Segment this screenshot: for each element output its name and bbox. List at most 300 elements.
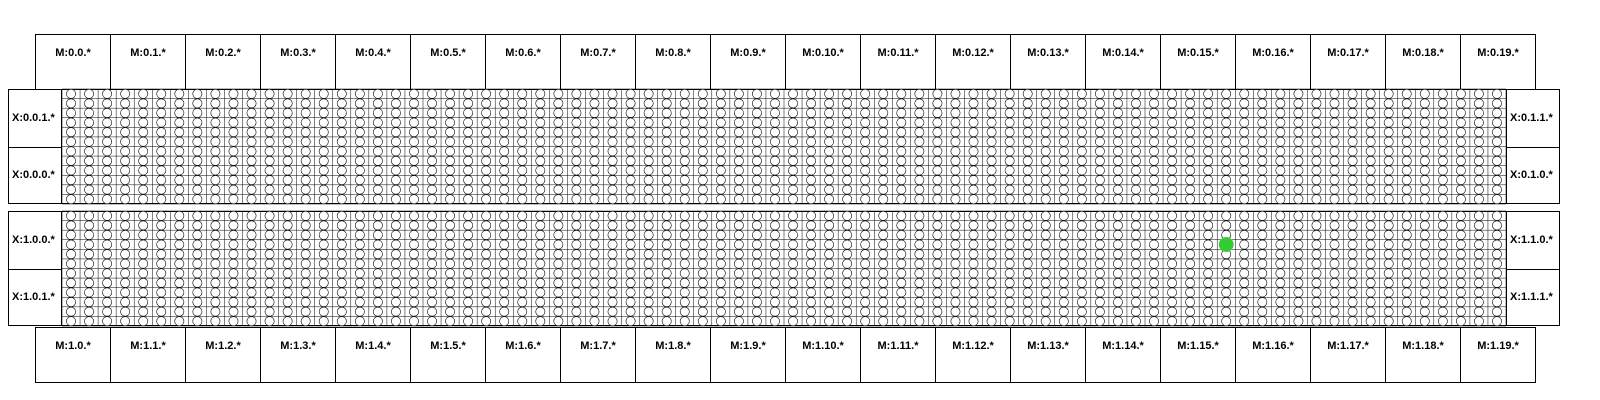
crosspoint [373,166,382,175]
crosspoint [283,166,292,175]
crosspoint [157,99,166,108]
crosspoint [1204,211,1213,220]
crosspoint [139,221,148,230]
crosspoint [175,278,184,287]
crosspoint [843,307,852,316]
crosspoint [427,269,436,278]
crosspoint [590,156,599,165]
crosspoint [825,259,834,268]
crosspoint [825,89,834,98]
crosspoint [247,175,256,184]
crosspoint [518,240,527,249]
crosspoint [788,288,797,297]
crosspoint [1113,147,1122,156]
crosspoint [879,185,888,194]
crosspoint [355,175,364,184]
crosspoint [1402,137,1411,146]
crosspoint [752,185,761,194]
crosspoint [175,211,184,220]
crosspoint [84,175,93,184]
crosspoint [103,137,112,146]
port-label-right: X:1.1.1.* [1506,269,1560,327]
crosspoint [716,240,725,249]
crosspoint [121,108,130,117]
crosspoint [951,317,960,326]
crosspoint [1186,230,1195,239]
crosspoint [1113,269,1122,278]
crosspoint [391,250,400,259]
port-label-left: X:0.0.1.* [8,89,62,148]
crosspoint [1438,89,1447,98]
crosspoint [662,230,671,239]
crosspoint [1186,137,1195,146]
crosspoint [1420,269,1429,278]
crosspoint [1204,118,1213,127]
crosspoint [1294,240,1303,249]
crosspoint [843,128,852,137]
crosspoint [1240,278,1249,287]
crosspoint [825,118,834,127]
crosspoint [662,250,671,259]
crosspoint [1204,128,1213,137]
crosspoint [933,221,942,230]
crosspoint [247,240,256,249]
crosspoint [247,137,256,146]
crosspoint [987,221,996,230]
crosspoint [770,195,779,204]
crosspoint [662,89,671,98]
crosspoint [103,99,112,108]
crosspoint [1059,269,1068,278]
crosspoint [933,195,942,204]
crosspoint [355,147,364,156]
crosspoint [301,147,310,156]
crosspoint [1384,108,1393,117]
crosspoint [1023,166,1032,175]
crosspoint [1492,259,1501,268]
crosspoint [843,230,852,239]
crosspoint [1294,211,1303,220]
crosspoint [500,250,509,259]
crosspoint [175,195,184,204]
crosspoint [464,221,473,230]
crosspoint [1366,108,1375,117]
crosspoint [879,230,888,239]
crosspoint [301,221,310,230]
crosspoint [644,230,653,239]
crosspoint [157,156,166,165]
crosspoint [66,307,75,316]
crosspoint [879,99,888,108]
crosspoint [247,147,256,156]
crosspoint [1474,259,1483,268]
crosspoint [572,195,581,204]
crosspoint [933,250,942,259]
crosspoint [1366,240,1375,249]
crosspoint [1492,307,1501,316]
crosspoint [193,118,202,127]
crosspoint [445,297,454,306]
crosspoint [1023,118,1032,127]
crosspoint [861,195,870,204]
crosspoint [193,175,202,184]
crosspoint [590,118,599,127]
crosspoint [554,108,563,117]
crosspoint [1384,175,1393,184]
crosspoint [752,269,761,278]
crosspoint [1023,156,1032,165]
crosspoint [1348,269,1357,278]
crosspoint [1059,175,1068,184]
module-label-bottom: M:1.8.* [635,327,711,383]
crosspoint [1456,221,1465,230]
crosspoint [445,307,454,316]
crosspoint [1492,269,1501,278]
crosspoint [644,259,653,268]
crosspoint [1384,128,1393,137]
crosspoint [698,175,707,184]
crosspoint [716,250,725,259]
crosspoint [915,195,924,204]
crosspoint [66,118,75,127]
crosspoint [861,297,870,306]
crosspoint [1348,118,1357,127]
crosspoint [373,175,382,184]
crosspoint [500,166,509,175]
crosspoint [283,99,292,108]
crosspoint [373,307,382,316]
crosspoint [500,230,509,239]
crosspoint [843,278,852,287]
crosspoint [1474,269,1483,278]
crosspoint [770,175,779,184]
crosspoint [662,269,671,278]
crosspoint [1420,297,1429,306]
crosspoint [1167,147,1176,156]
crosspoint [409,250,418,259]
crosspoint [1095,297,1104,306]
crosspoint [355,297,364,306]
crosspoint [103,221,112,230]
crosspoint [373,221,382,230]
module-label-top: M:0.10.* [785,34,861,90]
crosspoint [247,185,256,194]
crosspoint [1149,259,1158,268]
crosspoint [1222,211,1231,220]
crosspoint [1330,147,1339,156]
crosspoint [698,166,707,175]
crosspoint [518,118,527,127]
crosspoint [175,221,184,230]
crosspoint [301,240,310,249]
crosspoint [1077,166,1086,175]
crosspoint [409,108,418,117]
crosspoint [1149,147,1158,156]
crosspoint [843,297,852,306]
crosspoint [500,185,509,194]
crosspoint [1330,195,1339,204]
crosspoint [1113,128,1122,137]
crosspoint [283,230,292,239]
crosspoint [1438,137,1447,146]
crosspoint [1005,297,1014,306]
crosspoint [229,128,238,137]
crosspoint [355,288,364,297]
crosspoint [879,147,888,156]
crosspoint [806,195,815,204]
crosspoint [1402,128,1411,137]
crosspoint [1240,230,1249,239]
crosspoint [1366,89,1375,98]
crosspoint [482,211,491,220]
crosspoint [103,175,112,184]
crosspoint [1330,118,1339,127]
crosspoint [879,240,888,249]
crosspoint [1258,259,1267,268]
crosspoint [1492,211,1501,220]
crosspoint [1438,147,1447,156]
crosspoint [265,317,274,326]
crosspoint [139,137,148,146]
crosspoint [662,195,671,204]
crosspoint [680,278,689,287]
crosspoint [1276,278,1285,287]
crosspoint [1041,230,1050,239]
crosspoint [1240,166,1249,175]
crosspoint [843,269,852,278]
crosspoint [283,185,292,194]
crosspoint [1059,288,1068,297]
crosspoint [1474,175,1483,184]
crosspoint [1384,250,1393,259]
crosspoint [1276,250,1285,259]
crosspoint [1222,166,1231,175]
crosspoint [572,118,581,127]
crosspoint [157,89,166,98]
crosspoint [987,269,996,278]
crosspoint [680,89,689,98]
crosspoint [337,297,346,306]
crosspoint [1095,108,1104,117]
crosspoint [482,269,491,278]
crosspoint [915,89,924,98]
crosspoint [1438,175,1447,184]
crosspoint [680,195,689,204]
crosspoint [1186,221,1195,230]
crosspoint [66,250,75,259]
crosspoint [1149,288,1158,297]
crosspoint [193,137,202,146]
crosspoint [1113,166,1122,175]
crosspoint [1492,317,1501,326]
crosspoint [355,89,364,98]
crosspoint [482,99,491,108]
crosspoint [572,99,581,108]
crosspoint [445,156,454,165]
crosspoint [1041,156,1050,165]
crosspoint [193,166,202,175]
crosspoint [987,250,996,259]
crosspoint [1258,221,1267,230]
crosspoint [1131,118,1140,127]
crosspoint [337,259,346,268]
crosspoint [536,175,545,184]
crosspoint [1348,317,1357,326]
crosspoint [211,269,220,278]
crosspoint [283,240,292,249]
crosspoint [536,317,545,326]
crosspoint [1258,108,1267,117]
crosspoint [211,288,220,297]
crosspoint [1492,288,1501,297]
crosspoint [770,89,779,98]
crosspoint [933,156,942,165]
crosspoint [427,230,436,239]
crosspoint [915,307,924,316]
crosspoint [1005,128,1014,137]
crosspoint [1131,185,1140,194]
crosspoint [1041,175,1050,184]
crosspoint [1077,288,1086,297]
crosspoint [1330,175,1339,184]
crosspoint [987,278,996,287]
crosspoint [1474,240,1483,249]
crosspoint [319,317,328,326]
crosspoint [1438,221,1447,230]
crosspoint [1402,166,1411,175]
crosspoint [770,317,779,326]
crosspoint [1438,307,1447,316]
port-label-left: X:1.0.0.* [8,211,62,270]
crosspoint [1330,185,1339,194]
crosspoint [1474,137,1483,146]
crosspoint [897,118,906,127]
crosspoint [121,211,130,220]
crosspoint [806,278,815,287]
crosspoint [265,195,274,204]
crosspoint [536,156,545,165]
crosspoint [1095,269,1104,278]
crosspoint [1095,166,1104,175]
crosspoint [193,259,202,268]
crosspoint [1276,221,1285,230]
crosspoint [951,185,960,194]
crosspoint [1059,147,1068,156]
crosspoint [1149,211,1158,220]
crosspoint [933,288,942,297]
crosspoint [788,259,797,268]
crosspoint [121,230,130,239]
crosspoint [1131,108,1140,117]
crosspoint [1204,185,1213,194]
crosspoint [1258,166,1267,175]
crosspoint [319,240,328,249]
crosspoint [1186,147,1195,156]
crosspoint [337,128,346,137]
crosspoint [680,297,689,306]
module-label-bottom: M:1.9.* [710,327,786,383]
crosspoint [1474,185,1483,194]
crosspoint [265,278,274,287]
crosspoint [1077,259,1086,268]
crosspoint [1095,118,1104,127]
crosspoint [464,175,473,184]
crosspoint [734,89,743,98]
crosspoint [229,118,238,127]
crosspoint [806,166,815,175]
crosspoint [1167,175,1176,184]
crosspoint [283,288,292,297]
crosspoint [788,269,797,278]
crosspoint [1276,269,1285,278]
crosspoint [752,128,761,137]
module-label-bottom: M:1.2.* [185,327,261,383]
crosspoint [301,128,310,137]
crosspoint [770,250,779,259]
crosspoint [84,185,93,194]
crosspoint [1456,297,1465,306]
crosspoint [1023,195,1032,204]
crosspoint [193,269,202,278]
crosspoint [1294,108,1303,117]
module-label-bottom: M:1.11.* [860,327,936,383]
crosspoint [1384,288,1393,297]
crosspoint [1077,185,1086,194]
crosspoint [464,269,473,278]
crosspoint [464,166,473,175]
crosspoint [103,211,112,220]
crosspoint [1005,269,1014,278]
crosspoint [1186,297,1195,306]
crosspoint [1366,156,1375,165]
crosspoint [608,317,617,326]
crosspoint [1005,211,1014,220]
crosspoint [626,118,635,127]
crosspoint [1438,108,1447,117]
crosspoint [1204,259,1213,268]
crosspoint [1222,108,1231,117]
crosspoint [1366,118,1375,127]
crosspoint [1456,195,1465,204]
crosspoint [897,147,906,156]
crosspoint [734,211,743,220]
crosspoint [1312,269,1321,278]
crosspoint [590,259,599,268]
crosspoint [1420,175,1429,184]
crosspoint [301,89,310,98]
crosspoint [1312,230,1321,239]
crosspoint [301,137,310,146]
crosspoint [1258,175,1267,184]
crosspoint [247,259,256,268]
crosspoint [1492,278,1501,287]
crosspoint [825,99,834,108]
crosspoint [409,288,418,297]
crosspoint [716,156,725,165]
crosspoint [734,317,743,326]
crosspoint [554,250,563,259]
crosspoint [66,175,75,184]
crosspoint [1005,175,1014,184]
crosspoint [626,317,635,326]
crosspoint [500,89,509,98]
crosspoint [951,259,960,268]
crosspoint [283,317,292,326]
crosspoint [193,288,202,297]
crosspoint [283,108,292,117]
crosspoint-grid [62,211,1506,326]
crosspoint [752,250,761,259]
